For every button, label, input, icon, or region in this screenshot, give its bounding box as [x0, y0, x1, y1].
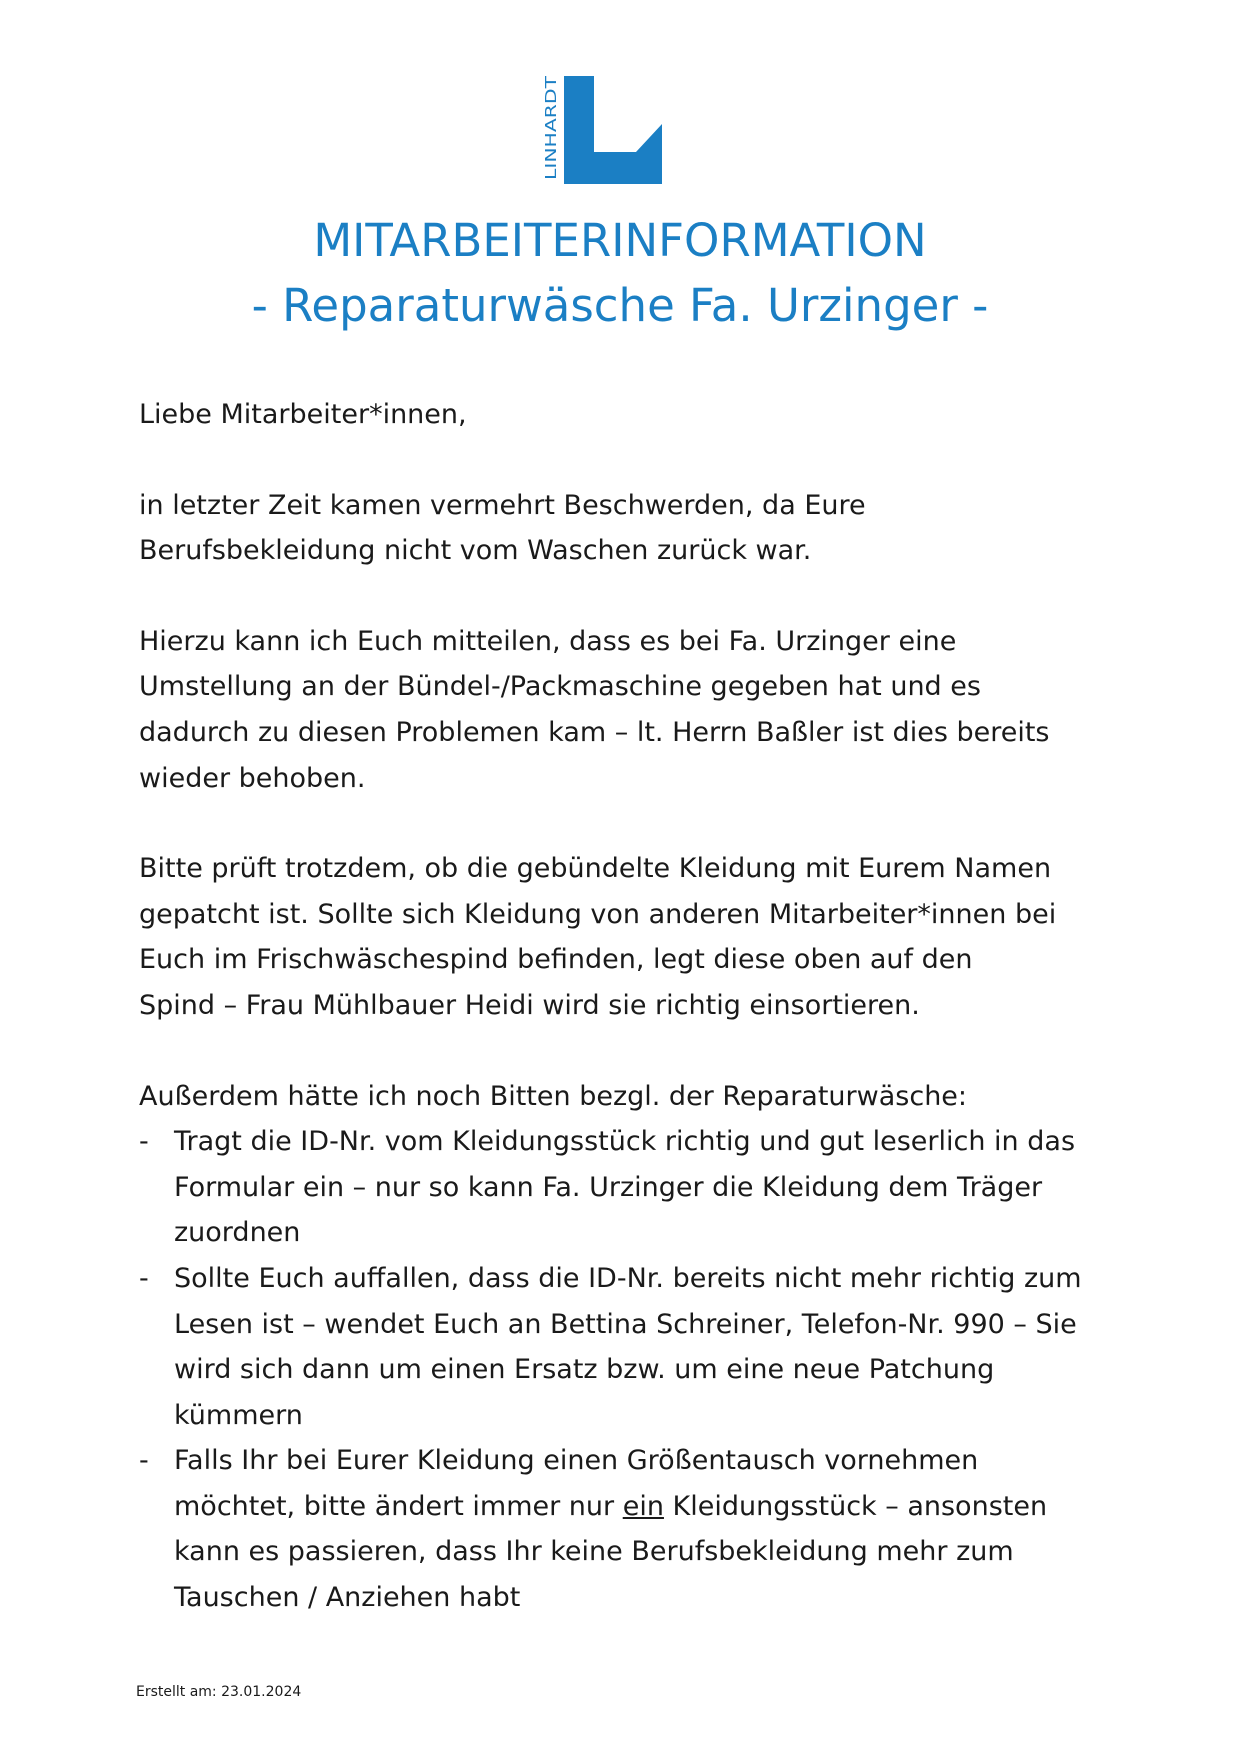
- list-dash: -: [139, 1126, 149, 1158]
- created-date: Erstellt am: 23.01.2024: [136, 1684, 302, 1700]
- paragraph-line: Umstellung an der Bündel-/Packmaschine gegeben hat und es: [139, 671, 981, 703]
- letter-body: [139, 392, 1119, 1621]
- list-item-line: Tragt die ID-Nr. vom Kleidungsstück richtig und gut leserlich in das: [174, 1126, 1076, 1158]
- paragraph-line: gepatcht ist. Sollte sich Kleidung von anderen Mitarbeiter*innen bei: [139, 898, 1057, 930]
- linhardt-logo: [536, 76, 662, 184]
- paragraph-line: Berufsbekleidung nicht vom Waschen zurück war.: [139, 535, 812, 567]
- list-intro: Außerdem hätte ich noch Bitten bezgl. der Reparaturwäsche:: [139, 1080, 968, 1112]
- paragraph-complaints: [139, 483, 1119, 574]
- paragraph-line: Bitte prüft trotzdem, ob die gebündelte Kleidung mit Eurem Namen: [139, 853, 1052, 885]
- paragraph-check-request: [139, 846, 1119, 1028]
- list-item-illegible-id: [139, 1256, 1119, 1438]
- paragraph-line: Spind – Frau Mühlbauer Heidi wird sie richtig einsortieren.: [139, 989, 920, 1021]
- paragraph-line: dadurch zu diesen Problemen kam – lt. Herrn Baßler ist dies bereits: [139, 716, 1050, 748]
- logo-wordmark: LINHARDT: [542, 100, 560, 180]
- paragraph-line: Euch im Frischwäschespind befinden, legt diese oben auf den: [139, 944, 973, 976]
- request-list: [139, 1119, 1119, 1621]
- paragraph-explanation: [139, 619, 1119, 801]
- list-item-line: kümmern: [174, 1399, 303, 1431]
- list-item-line: wird sich dann um einen Ersatz bzw. um eine neue Patchung: [174, 1354, 995, 1386]
- paragraph-line: in letzter Zeit kamen vermehrt Beschwerden, da Eure: [139, 489, 866, 521]
- list-item-line: kann es passieren, dass Ihr keine Berufsbekleidung mehr zum: [174, 1536, 1014, 1568]
- list-item-line: [174, 1484, 1119, 1530]
- title-line-2: - Reparaturwäsche Fa. Urzinger -: [251, 279, 989, 332]
- list-dash: -: [139, 1445, 149, 1477]
- line-text-before: möchtet, bitte ändert immer nur: [174, 1490, 623, 1522]
- greeting: Liebe Mitarbeiter*innen,: [139, 399, 467, 430]
- paragraph-line: Hierzu kann ich Euch mitteilen, dass es bei Fa. Urzinger eine: [139, 625, 957, 657]
- title-line-1: MITARBEITERINFORMATION: [313, 214, 927, 267]
- emphasis-one: ein: [622, 1490, 664, 1522]
- list-dash: -: [139, 1262, 149, 1294]
- line-text-after: Kleidungsstück – ansonsten: [663, 1490, 1048, 1522]
- list-item-id-number: [139, 1119, 1119, 1256]
- list-item-line: Formular ein – nur so kann Fa. Urzinger die Kleidung dem Träger: [174, 1171, 1043, 1203]
- list-item-line: zuordnen: [174, 1217, 301, 1249]
- list-item-line: Lesen ist – wendet Euch an Bettina Schreiner, Telefon-Nr. 990 – Sie: [174, 1308, 1077, 1340]
- list-item-line: Falls Ihr bei Eurer Kleidung einen Größentausch vornehmen: [174, 1445, 979, 1477]
- logo-l-shape: [564, 76, 662, 184]
- list-item-size-exchange: [139, 1438, 1119, 1620]
- list-item-line: Tauschen / Anziehen habt: [174, 1582, 521, 1614]
- paragraph-line: wieder behoben.: [139, 762, 366, 794]
- list-item-line: Sollte Euch auffallen, dass die ID-Nr. bereits nicht mehr richtig zum: [174, 1262, 1082, 1294]
